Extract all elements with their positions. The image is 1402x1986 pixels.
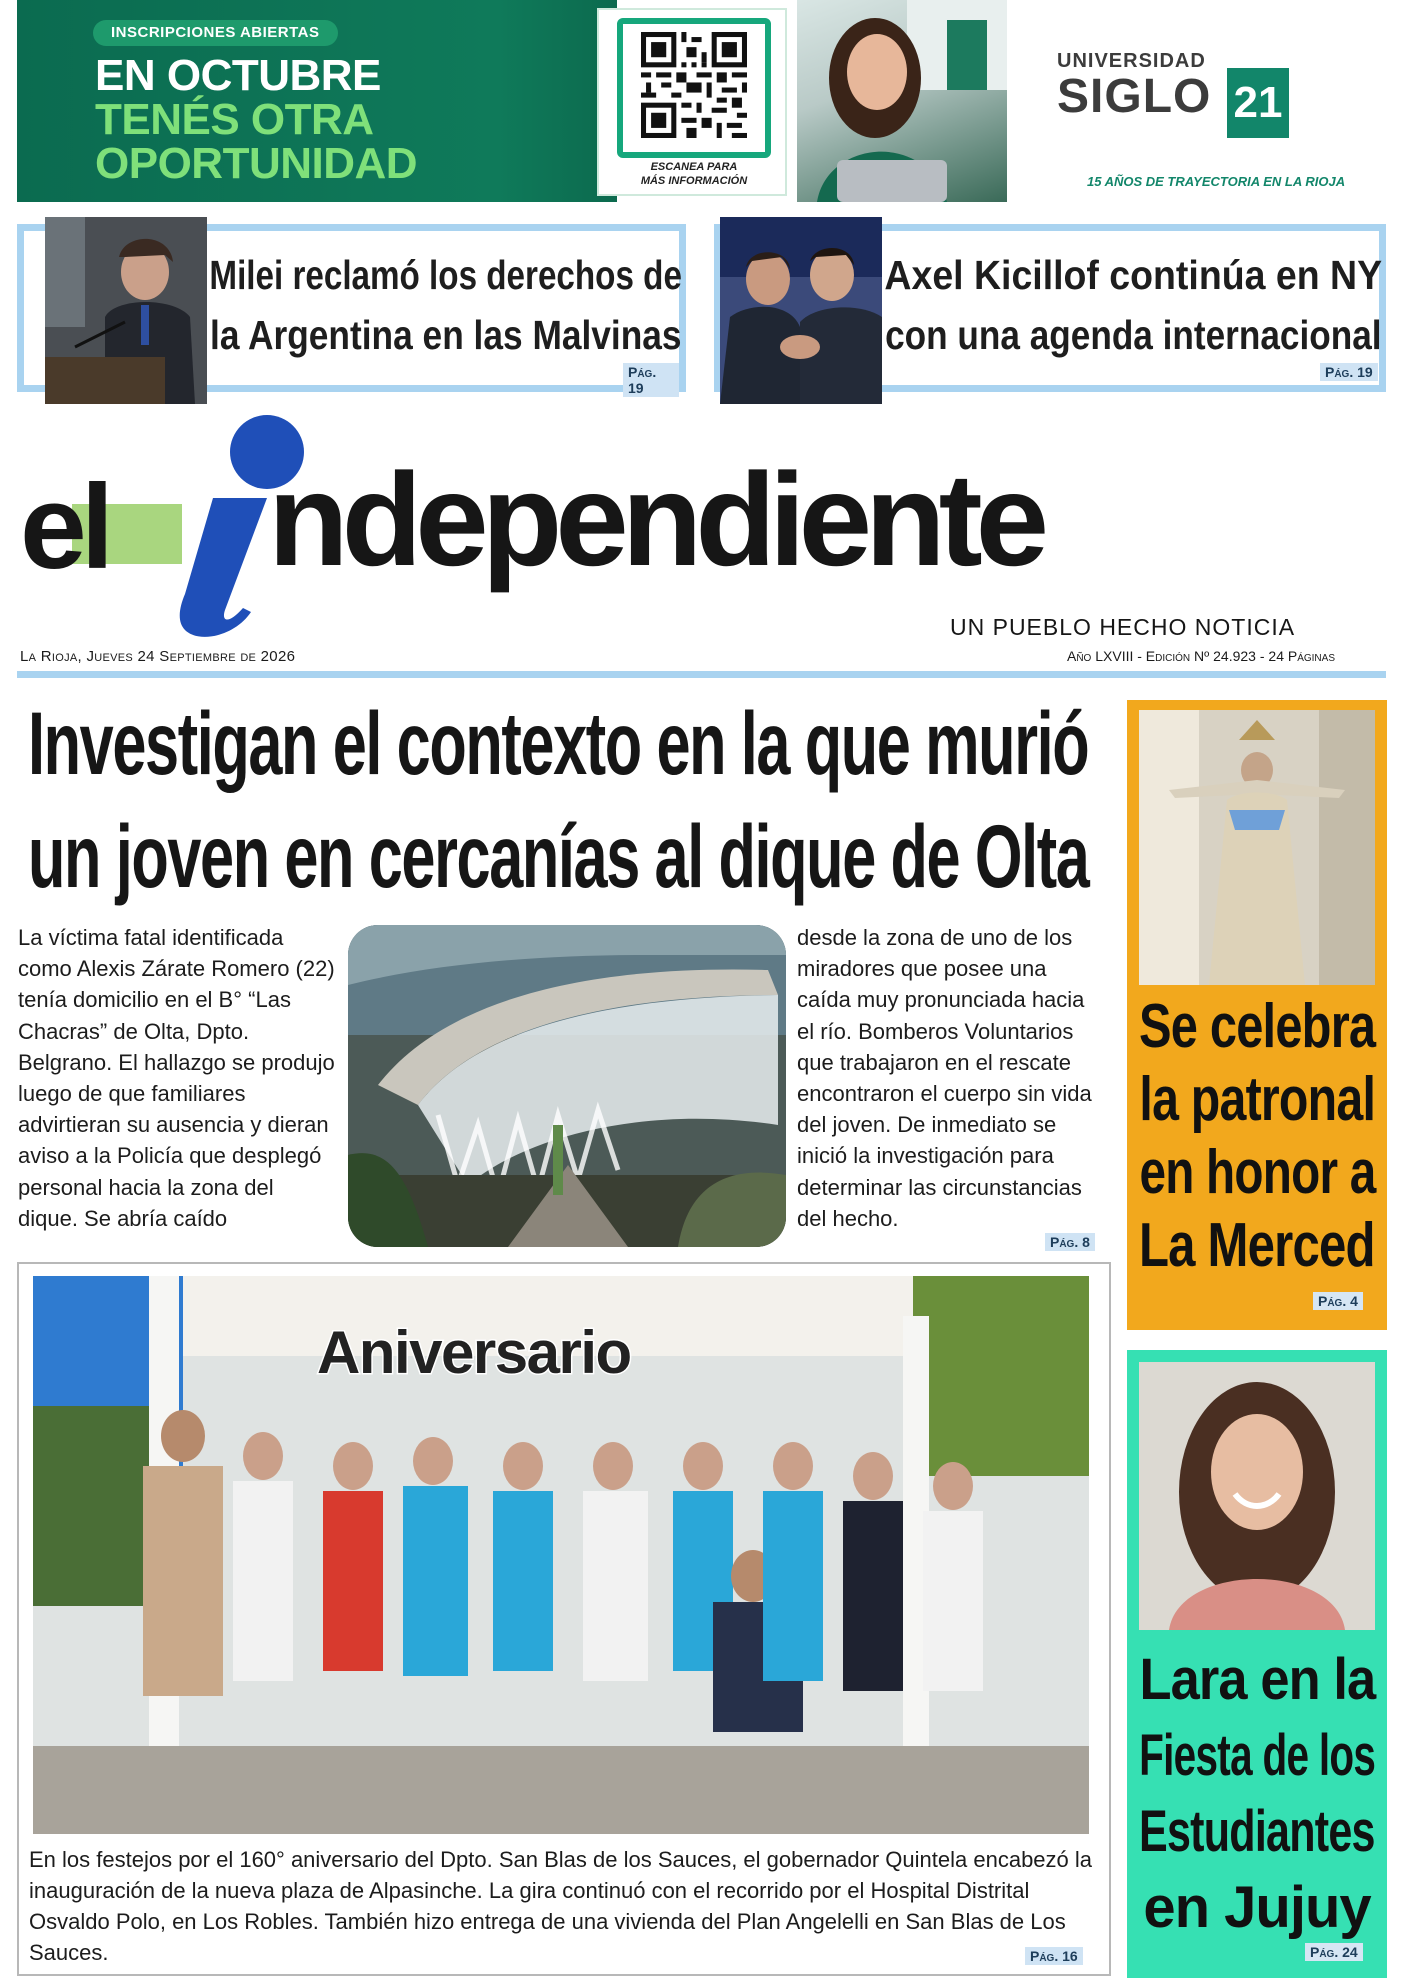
- lara-illustration: [1139, 1362, 1375, 1630]
- teaser-kicillof-page: Pág. 19: [1320, 363, 1378, 381]
- ad-headline-line-1: EN OCTUBRE: [95, 51, 381, 100]
- side-box-1-page: Pág. 4: [1313, 1292, 1363, 1310]
- side-box-1-title-line-3: en honor a: [1138, 1138, 1376, 1207]
- feature-keyword: Aniversario: [317, 1319, 631, 1386]
- masthead-rule: [17, 671, 1386, 678]
- university-label: UNIVERSIDAD: [1057, 50, 1206, 72]
- teaser-milei-title-line-1: Milei reclamó los derechos de: [209, 252, 683, 298]
- side-box-2-title-line-1: Lara en la: [1139, 1647, 1375, 1712]
- university-name: SIGLO: [1057, 70, 1212, 123]
- main-headline-line-2[interactable]: un joven en cercanías al dique de Olta: [28, 806, 1089, 906]
- side-box-2-title-line-2: Fiesta de los: [1138, 1723, 1376, 1788]
- feature-page: Pág. 16: [1025, 1947, 1083, 1965]
- edition-info: Año LXVIII - Edición Nº 24.923 - 24 Páginas: [1067, 648, 1335, 664]
- dateline: La Rioja, Jueves 24 Septiembre de 2026: [20, 648, 296, 665]
- side-box-la-merced[interactable]: [1127, 700, 1387, 1330]
- teaser-kicillof-title-line-1: Axel Kicillof continúa en NY: [884, 252, 1383, 298]
- qr-caption-line-1: ESCANEA PARA: [650, 161, 738, 173]
- university-number-badge: 21: [1227, 68, 1289, 138]
- teaser-milei-page: Pág. 19: [623, 363, 679, 397]
- side-box-2-title-line-4: en Jujuy: [1143, 1875, 1371, 1940]
- group-photo: [33, 1276, 1089, 1834]
- main-story-column-2: desde la zona de uno de los miradores que posee una caída muy pronunciada hacia el río. Bomberos Voluntarios que trabajaron en el rescate encontraron el cuerpo sin vida del joven. De inmediato se inició la investigación para determinar las circunstancias del hecho.: [797, 925, 1092, 1231]
- masthead: [0, 0, 1402, 680]
- qr-caption-line-2: MÁS INFORMACIÓN: [640, 175, 748, 187]
- main-story-page: Pág. 8: [1045, 1233, 1095, 1251]
- side-box-2-title: [1127, 1642, 1387, 1946]
- feature-text: En los festejos por el 160° aniversario del Dpto. San Blas de los Sauces, el gobernador Quintela encabezó la inauguración de la nueva plaza de Alpasinche. La gira continuó con el recorrido por el Hospital Distrital Osvaldo Polo, en Los Robles. También hizo entrega de una vivienda del Plan Angelelli en San Blas de Los Sauces.: [29, 1847, 1093, 1965]
- side-box-2-page: Pág. 24: [1305, 1943, 1363, 1961]
- virgin-illustration: [1139, 710, 1375, 985]
- side-box-2-title-line-3: Estudiantes: [1139, 1799, 1375, 1864]
- side-box-1-title-line-2: la patronal: [1139, 1065, 1375, 1134]
- dam-photo: [348, 925, 786, 1247]
- teaser-milei-title-line-2: la Argentina en las Malvinas: [210, 312, 682, 358]
- logo-i-stem: [155, 498, 275, 638]
- side-box-1-title-line-1: Se celebra: [1138, 992, 1376, 1061]
- logo-prefix: el: [20, 460, 109, 594]
- ad-headline-line-3: OPORTUNIDAD: [95, 139, 418, 188]
- feature-aniversario[interactable]: [17, 1262, 1111, 1976]
- ad-badge: INSCRIPCIONES ABIERTAS: [93, 20, 338, 46]
- slogan: UN PUEBLO HECHO NOTICIA: [950, 614, 1296, 640]
- side-box-1-title: [1127, 990, 1387, 1282]
- main-headline-line-1[interactable]: Investigan el contexto en la que murió: [28, 693, 1089, 793]
- virgin-statue-photo: [1139, 710, 1375, 985]
- side-box-1-title-line-4: La Merced: [1139, 1211, 1375, 1280]
- side-box-lara[interactable]: [1127, 1350, 1387, 1978]
- dam-illustration: [348, 925, 786, 1247]
- university-tagline: 15 AÑOS DE TRAYECTORIA EN LA RIOJA: [1087, 174, 1346, 189]
- main-story-column-1: La víctima fatal identificada como Alexis Zárate Romero (22) tenía domicilio en el B° “Las Chacras” de Olta, Dpto. Belgrano. El hallazgo se produjo luego de que familiares advirtieran su ausencia y dieran aviso a la Policía que desplegó personal hacia la zona del dique. Se abría caído: [18, 925, 335, 1231]
- teaser-kicillof-title-line-2: con una agenda internacional: [885, 312, 1382, 358]
- lara-photo: [1139, 1362, 1375, 1630]
- logo-main: ndependiente: [268, 446, 1043, 593]
- ad-headline-line-2: TENÉS OTRA: [95, 95, 374, 144]
